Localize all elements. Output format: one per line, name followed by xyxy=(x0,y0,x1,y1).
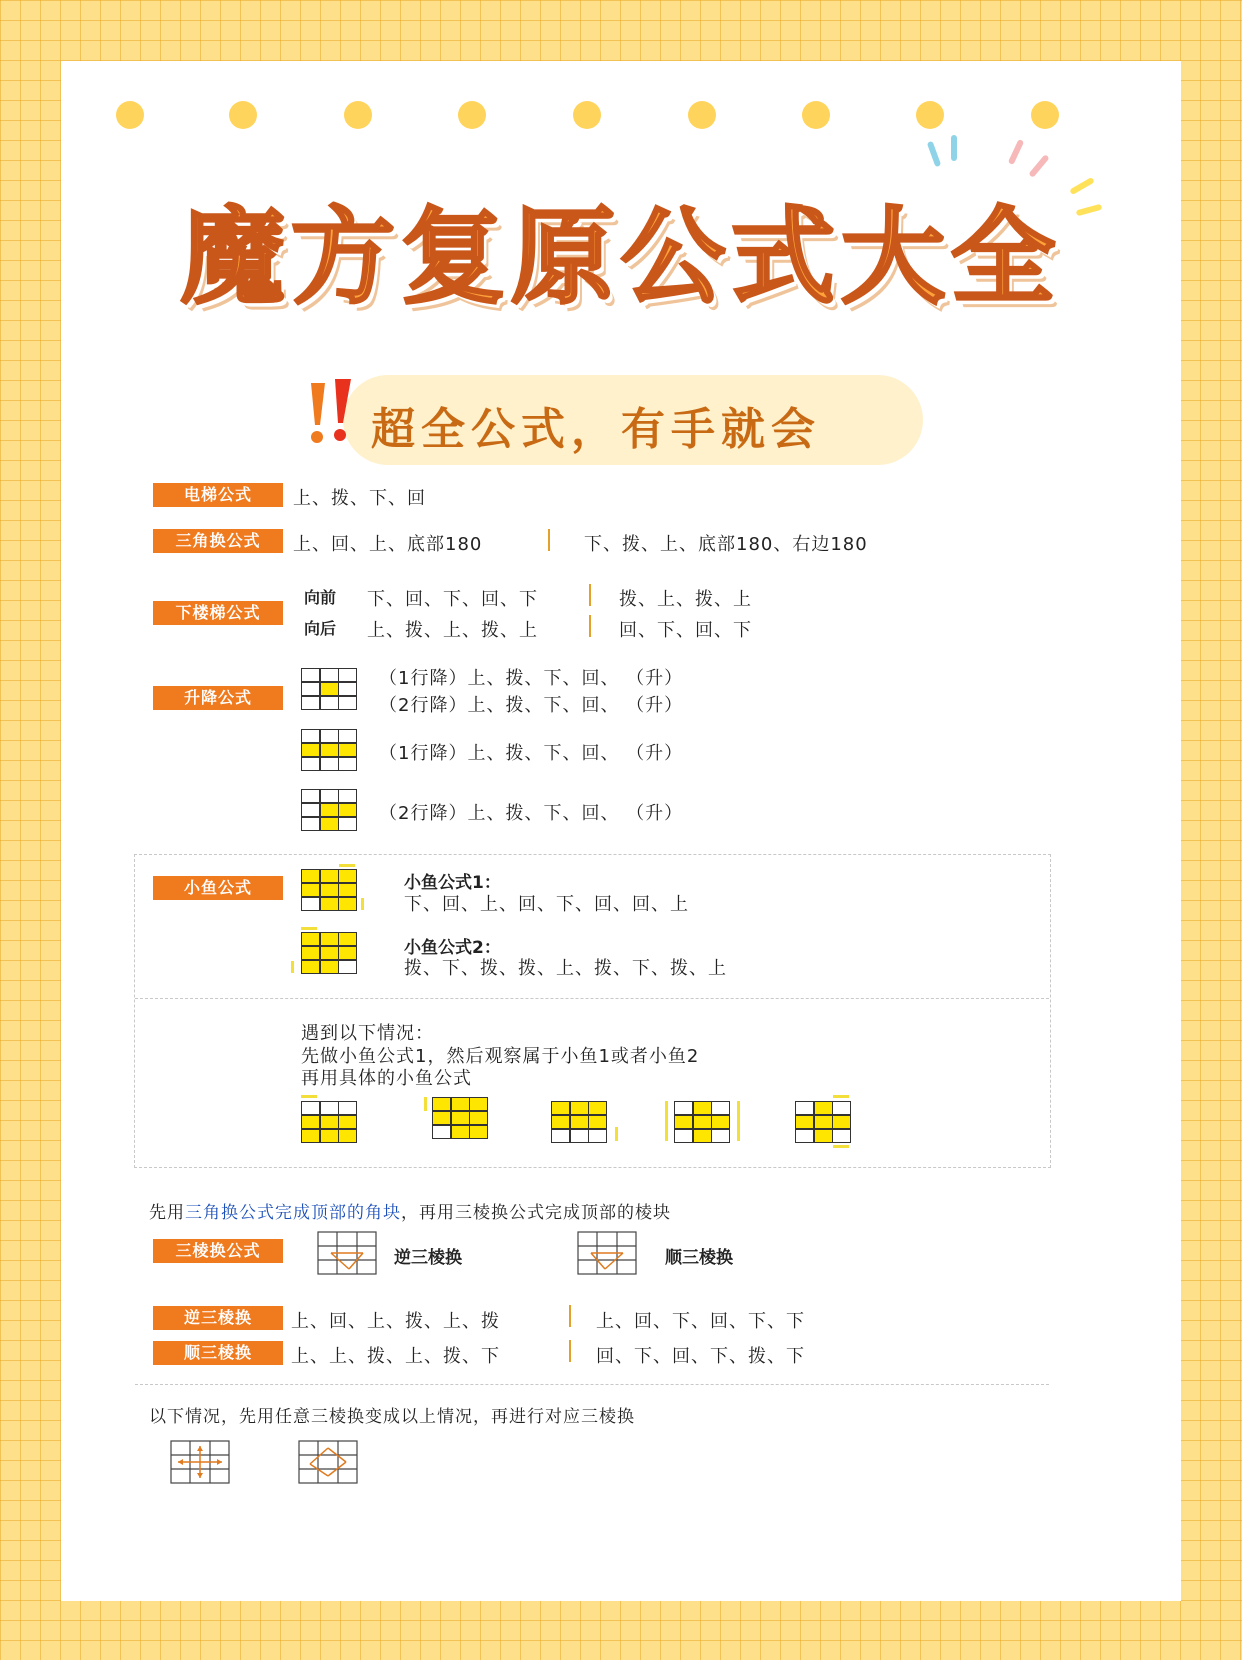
decor-dot xyxy=(458,101,486,129)
elevator-formula: 上、拨、下、回 xyxy=(293,488,426,509)
tag-elevator: 电梯公式 xyxy=(153,483,283,507)
lift-row1b: （2行降）上、拨、下、回、 （升） xyxy=(379,695,684,716)
fish2-formula: 拨、下、拨、拨、上、拨、下、拨、上 xyxy=(404,958,727,979)
stairs-forward-b: 拨、上、拨、上 xyxy=(619,589,752,610)
divider xyxy=(569,1340,571,1362)
diagonal-edge-diagram xyxy=(298,1440,358,1484)
cube-face-diagram xyxy=(432,1097,488,1139)
page-subtitle: 超全公式，有手就会 xyxy=(371,404,821,455)
divider xyxy=(548,529,550,551)
fish-section-divider xyxy=(135,998,1049,999)
lift-row1a: （1行降）上、拨、下、回、 （升） xyxy=(379,668,684,689)
fish-note-line1: 遇到以下情况： xyxy=(301,1023,434,1044)
side-mark xyxy=(361,898,364,910)
tag-ccw: 逆三棱换 xyxy=(153,1306,283,1330)
decor-dot xyxy=(344,101,372,129)
lift-row3: （2行降）上、拨、下、回、 （升） xyxy=(379,803,684,824)
exclamation-icon xyxy=(305,379,355,451)
side-mark xyxy=(301,1095,317,1098)
tag-edge3: 三棱换公式 xyxy=(153,1239,283,1263)
tag-cw: 顺三棱换 xyxy=(153,1341,283,1365)
cross-edge-diagram xyxy=(170,1440,230,1484)
tag-lift: 升降公式 xyxy=(153,686,283,710)
sparkle-icon xyxy=(927,141,942,167)
footer-note: 以下情况，先用任意三棱换变成以上情况，再进行对应三棱换 xyxy=(149,1407,635,1427)
cw-formula-b: 回、下、回、下、拨、下 xyxy=(596,1346,805,1367)
fish-note-line2: 先做小鱼公式1，然后观察属于小鱼1或者小鱼2 xyxy=(301,1046,700,1067)
stairs-forward-a: 下、回、下、回、下 xyxy=(367,589,538,610)
decor-dot xyxy=(802,101,830,129)
ccw-label: 逆三棱换 xyxy=(394,1248,462,1268)
triangle-formula-a: 上、回、上、底部180 xyxy=(293,534,483,555)
fish1-title: 小鱼公式1： xyxy=(404,873,501,893)
cube-face-diagram xyxy=(551,1101,607,1143)
stairs-back-a: 上、拨、上、拨、上 xyxy=(367,620,538,641)
side-mark xyxy=(665,1101,668,1141)
intro-highlight: 三角换公式完成顶部的角块 xyxy=(185,1203,401,1223)
side-mark xyxy=(301,927,317,930)
cube-face-diagram xyxy=(301,932,357,974)
fish1-formula: 下、回、上、回、下、回、回、上 xyxy=(404,894,689,915)
divider xyxy=(589,584,591,606)
side-mark xyxy=(424,1097,427,1111)
sparkle-icon xyxy=(951,135,957,161)
ccw-edge-diagram xyxy=(317,1231,377,1275)
tag-triangle: 三角换公式 xyxy=(153,529,283,553)
side-mark xyxy=(833,1145,849,1148)
decor-dot xyxy=(229,101,257,129)
side-mark xyxy=(833,1095,849,1098)
cube-face-diagram xyxy=(301,869,357,911)
cube-face-diagram xyxy=(674,1101,730,1143)
divider xyxy=(569,1305,571,1327)
cube-face-diagram xyxy=(795,1101,851,1143)
intro-part1: 先用 xyxy=(149,1203,185,1223)
decor-dot xyxy=(916,101,944,129)
side-mark xyxy=(291,961,294,973)
divider xyxy=(589,615,591,637)
cw-formula-a: 上、上、拨、上、拨、下 xyxy=(291,1346,500,1367)
footer-divider xyxy=(135,1384,1049,1385)
sparkle-icon xyxy=(1008,139,1024,165)
cw-edge-diagram xyxy=(577,1231,637,1275)
poster-card xyxy=(61,61,1181,1601)
page-title: 魔方复原公式大全 xyxy=(180,196,1061,318)
forward-label: 向前 xyxy=(304,585,336,608)
ccw-formula-b: 上、回、下、回、下、下 xyxy=(596,1311,805,1332)
lift-row2: （1行降）上、拨、下、回、 （升） xyxy=(379,743,684,764)
triangle-formula-b: 下、拨、上、底部180、右边180 xyxy=(584,534,868,555)
cube-face-diagram xyxy=(301,729,357,771)
decor-dot xyxy=(688,101,716,129)
edge-intro xyxy=(149,1198,671,1223)
cube-face-diagram xyxy=(301,1101,357,1143)
side-mark xyxy=(615,1127,618,1141)
cube-face-diagram xyxy=(301,668,357,710)
cube-face-diagram xyxy=(301,789,357,831)
intro-part2: ，再用三棱换公式完成顶部的棱块 xyxy=(401,1203,671,1223)
side-mark xyxy=(339,864,355,867)
stairs-back-b: 回、下、回、下 xyxy=(619,620,752,641)
tag-fish: 小鱼公式 xyxy=(153,876,283,900)
ccw-formula-a: 上、回、上、拨、上、拨 xyxy=(291,1311,500,1332)
fish-note-line3: 再用具体的小鱼公式 xyxy=(301,1068,472,1089)
decor-dot xyxy=(116,101,144,129)
side-mark xyxy=(737,1101,740,1141)
tag-stairs: 下楼梯公式 xyxy=(153,601,283,625)
decor-dot xyxy=(573,101,601,129)
back-label: 向后 xyxy=(304,616,336,639)
fish2-title: 小鱼公式2： xyxy=(404,938,501,958)
cw-label: 顺三棱换 xyxy=(665,1248,733,1268)
decor-dot xyxy=(1031,101,1059,129)
